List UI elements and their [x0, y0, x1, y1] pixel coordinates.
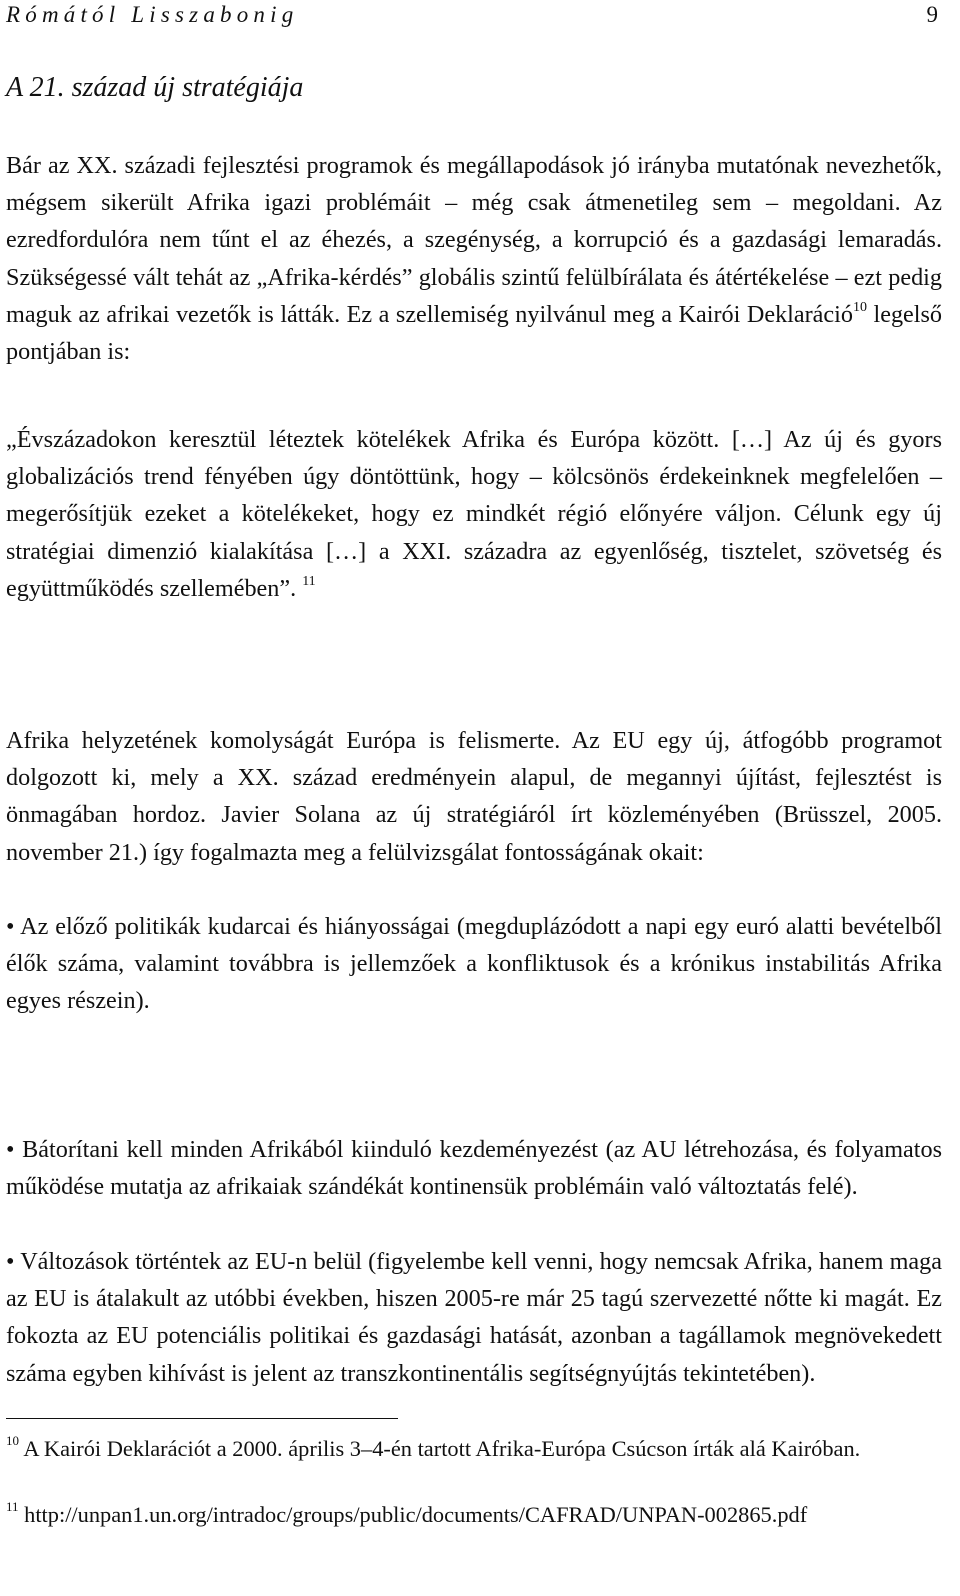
footnote-number: 10 [6, 1432, 19, 1448]
bullet-marker: • [6, 1136, 15, 1163]
footnote-ref-11[interactable]: 11 [302, 573, 316, 589]
running-header [6, 2, 942, 32]
paragraph-eu [6, 722, 942, 871]
bullet-item [6, 908, 942, 1020]
footnote-10 [6, 1434, 942, 1463]
section-title: A 21. század új stratégiája [6, 72, 304, 103]
footnote-link[interactable]: http://unpan1.un.org/intradoc/groups/public/documents/CAFRAD/UNPAN-002865.pdf [24, 1502, 808, 1527]
bullet-text: Bátorítani kell minden Afrikából kiinduló kezdeményezést (az AU létrehozása, és folyamatos működése mutatja az afrikaiak szándékát kontinensük problémáin való változtatás felé). [6, 1136, 943, 1201]
bullet-marker: • [6, 913, 15, 940]
paragraph-intro-text-a: Bár az XX. századi fejlesztési programok és megállapodások jó irányba mutatónak nevezhetők, mégsem sikerült Afrika igazi problémáit – még csak átmenetileg sem – megoldani. Az ezredfordulóra nem tűnt el az éhezés, a szegénység, a korrupció és a gazdasági lemaradás. Szükségessé vált tehát az „Afrika-kérdés” globális szintű felülbírálata és átértékelése – ezt pedig maguk az afrikai vezetők is látták. Ez a szellemiség nyilvánul meg a Kairói Deklaráció [6, 152, 942, 328]
bullet-item [6, 1131, 942, 1205]
bullet-text: Változások történtek az EU-n belül (figyelembe kell venni, hogy nemcsak Afrika, hanem maga az EU is átalakult az utóbbi években, hiszen 2005-re már 25 tagú szervezetté nőtte ki magát. Ez fokozta az EU potenciális politikai és gazdasági hatását, azonban a tagállamok megnövekedett száma egyben kihívást is jelent az transzkontinentális segítségnyújtás tekintetében). [6, 1248, 942, 1387]
quote-text: „Évszázadokon keresztül léteztek kötelékek Afrika és Európa között. […] Az új és gyors globalizációs trend fényében úgy döntöttünk, hogy – kölcsönös érdekeinknek megfelelően – megerősítjük ezeket a kötelékeket, hogy ez mindkét régió előnyére váljon. Célunk egy új stratégiai dimenzió kialakítása […] a XXI. századra az egyenlőség, tisztelet, szövetség és együttműködés szellemében”. [6, 426, 942, 602]
bullet-marker: • [6, 1248, 15, 1275]
footnote-11 [6, 1500, 942, 1529]
footnote-divider [6, 1418, 398, 1419]
paragraph-intro [6, 147, 942, 370]
bullet-text: Az előző politikák kudarcai és hiányosságai (megduplázódott a napi egy euró alatti bevételből élők száma, valamint továbbra is jellemzőek a konfliktusok és a krónikus instabilitás Afrika egyes részein). [6, 913, 942, 1015]
running-title: Rómától Lisszabonig [6, 2, 299, 27]
paragraph-eu-text: Afrika helyzetének komolyságát Európa is felismerte. Az EU egy új, átfogóbb programot dolgozott ki, mely a XX. század eredményein alapul, de megannyi újítást, fejlesztést is önmagában hordoz. Javier Solana az új stratégiáról írt közleményében (Brüsszel, 2005. november 21.) így fogalmazta meg a felülvizsgálat fontosságának okait: [6, 727, 942, 866]
block-quote [6, 421, 942, 607]
footnote-number: 11 [6, 1498, 19, 1514]
page-number: 9 [926, 2, 938, 27]
bullet-item [6, 1243, 942, 1392]
paragraph-intro-text-b: legelső pontjában is: [6, 300, 942, 366]
footnote-text: A Kairói Deklarációt a 2000. április 3–4-én tartott Afrika-Európa Csúcson írták alá Kairóban. [23, 1436, 861, 1461]
footnote-ref-10[interactable]: 10 [852, 299, 867, 315]
